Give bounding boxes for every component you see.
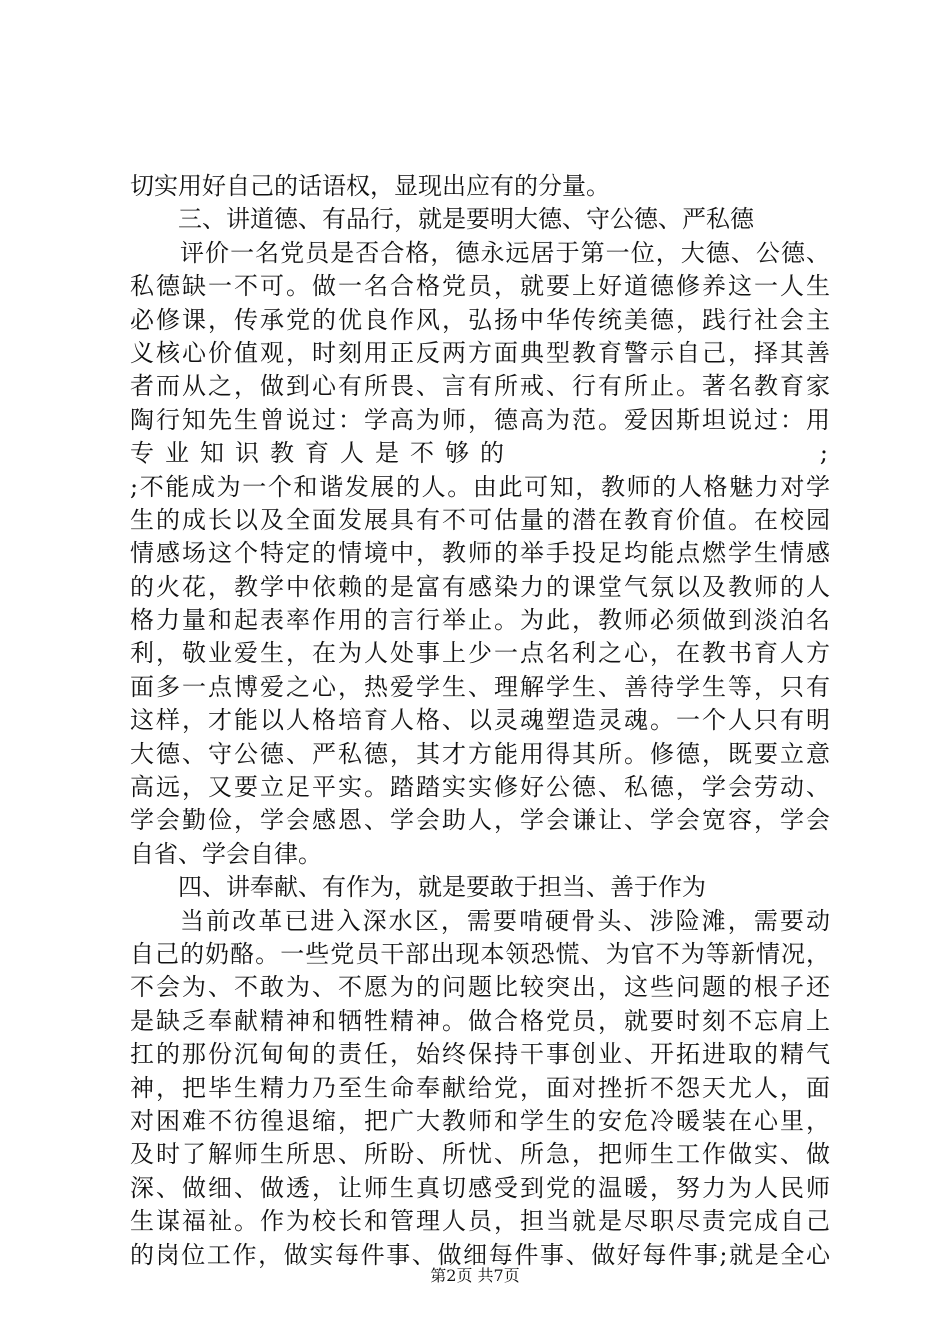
text-line: 及时了解师生所思、所盼、所忧、所急，把师生工作做实、做	[130, 1140, 830, 1169]
paragraph-start-line: 当前改革已进入深水区，需要啃硬骨头、涉险滩，需要动	[180, 906, 830, 935]
page-number-footer: 第2页 共7页	[430, 1266, 520, 1285]
text-line: 是缺乏奉献精神和牺牲精神。做合格党员，就要时刻不忘肩上	[130, 1006, 830, 1035]
text-line: 义核心价值观，时刻用正反两方面典型教育警示自己，择其善	[130, 338, 830, 367]
text-line: 扛的那份沉甸甸的责任，始终保持干事创业、开拓进取的精气	[130, 1040, 830, 1069]
text-line: 私德缺一不可。做一名合格党员，就要上好道德修养这一人生	[130, 272, 830, 301]
text-line: 者而从之，做到心有所畏、言有所戒、行有所止。著名教育家	[130, 372, 830, 401]
text-line: 自己的奶酪。一些党员干部出现本领恐慌、为官不为等新情况，	[130, 939, 830, 968]
text-line: 切实用好自己的话语权，显现出应有的分量。	[130, 172, 610, 200]
text-line: 自省、学会自律。	[130, 839, 322, 868]
text-line: 生谋福祉。作为校长和管理人员，担当就是尽职尽责完成自己	[130, 1207, 830, 1236]
text-line: 的岗位工作，做实每件事、做细每件事、做好每件事;就是全心	[130, 1240, 830, 1269]
text-line: 格力量和起表率作用的言行举止。为此，教师必须做到淡泊名	[130, 606, 830, 635]
text-line-fragment: 专业知识教育人是不够的	[130, 439, 515, 468]
text-line: 必修课，传承党的优良作风，弘扬中华传统美德，践行社会主	[130, 305, 830, 334]
text-line: 这样，才能以人格培育人格、以灵魂塑造灵魂。一个人只有明	[130, 706, 830, 735]
text-line: ;不能成为一个和谐发展的人。由此可知，教师的人格魅力对学	[130, 472, 830, 501]
text-line: 利，敬业爱生，在为人处事上少一点名利之心，在教书育人方	[130, 639, 830, 668]
section-heading-4: 四、讲奉献、有作为，就是要敢于担当、善于作为	[178, 873, 706, 902]
text-line: 对困难不彷徨退缩，把广大教师和学生的安危冷暖装在心里，	[130, 1106, 830, 1135]
text-line: 大德、守公德、严私德，其才方能用得其所。修德，既要立意	[130, 739, 830, 768]
text-line: 的火花，教学中依赖的是富有感染力的课堂气氛以及教师的人	[130, 572, 830, 601]
text-line: 生的成长以及全面发展具有不可估量的潜在教育价值。在校园	[130, 505, 830, 534]
text-line-semicolon: ;	[819, 439, 828, 468]
text-line: 高远，又要立足平实。踏踏实实修好公德、私德，学会劳动、	[130, 773, 830, 802]
text-line: 深、做细、做透，让师生真切感受到党的温暖，努力为人民师	[130, 1173, 830, 1202]
text-line-split	[130, 437, 830, 470]
paragraph-start-line: 评价一名党员是否合格，德永远居于第一位，大德、公德、	[180, 238, 830, 267]
document-body	[130, 170, 830, 1272]
text-line: 情感场这个特定的情境中，教师的举手投足均能点燃学生情感	[130, 539, 830, 568]
text-line: 不会为、不敢为、不愿为的问题比较突出，这些问题的根子还	[130, 973, 830, 1002]
text-line: 面多一点博爱之心，热爱学生、理解学生、善待学生等，只有	[130, 672, 830, 701]
text-line: 神，把毕生精力乃至生命奉献给党，面对挫折不怨天尤人，面	[130, 1073, 830, 1102]
section-heading-3: 三、讲道德、有品行，就是要明大德、守公德、严私德	[178, 205, 754, 234]
text-line: 陶行知先生曾说过：学高为师，德高为范。爱因斯坦说过：用	[130, 405, 830, 434]
text-line: 学会勤俭，学会感恩、学会助人，学会谦让、学会宽容，学会	[130, 806, 830, 835]
